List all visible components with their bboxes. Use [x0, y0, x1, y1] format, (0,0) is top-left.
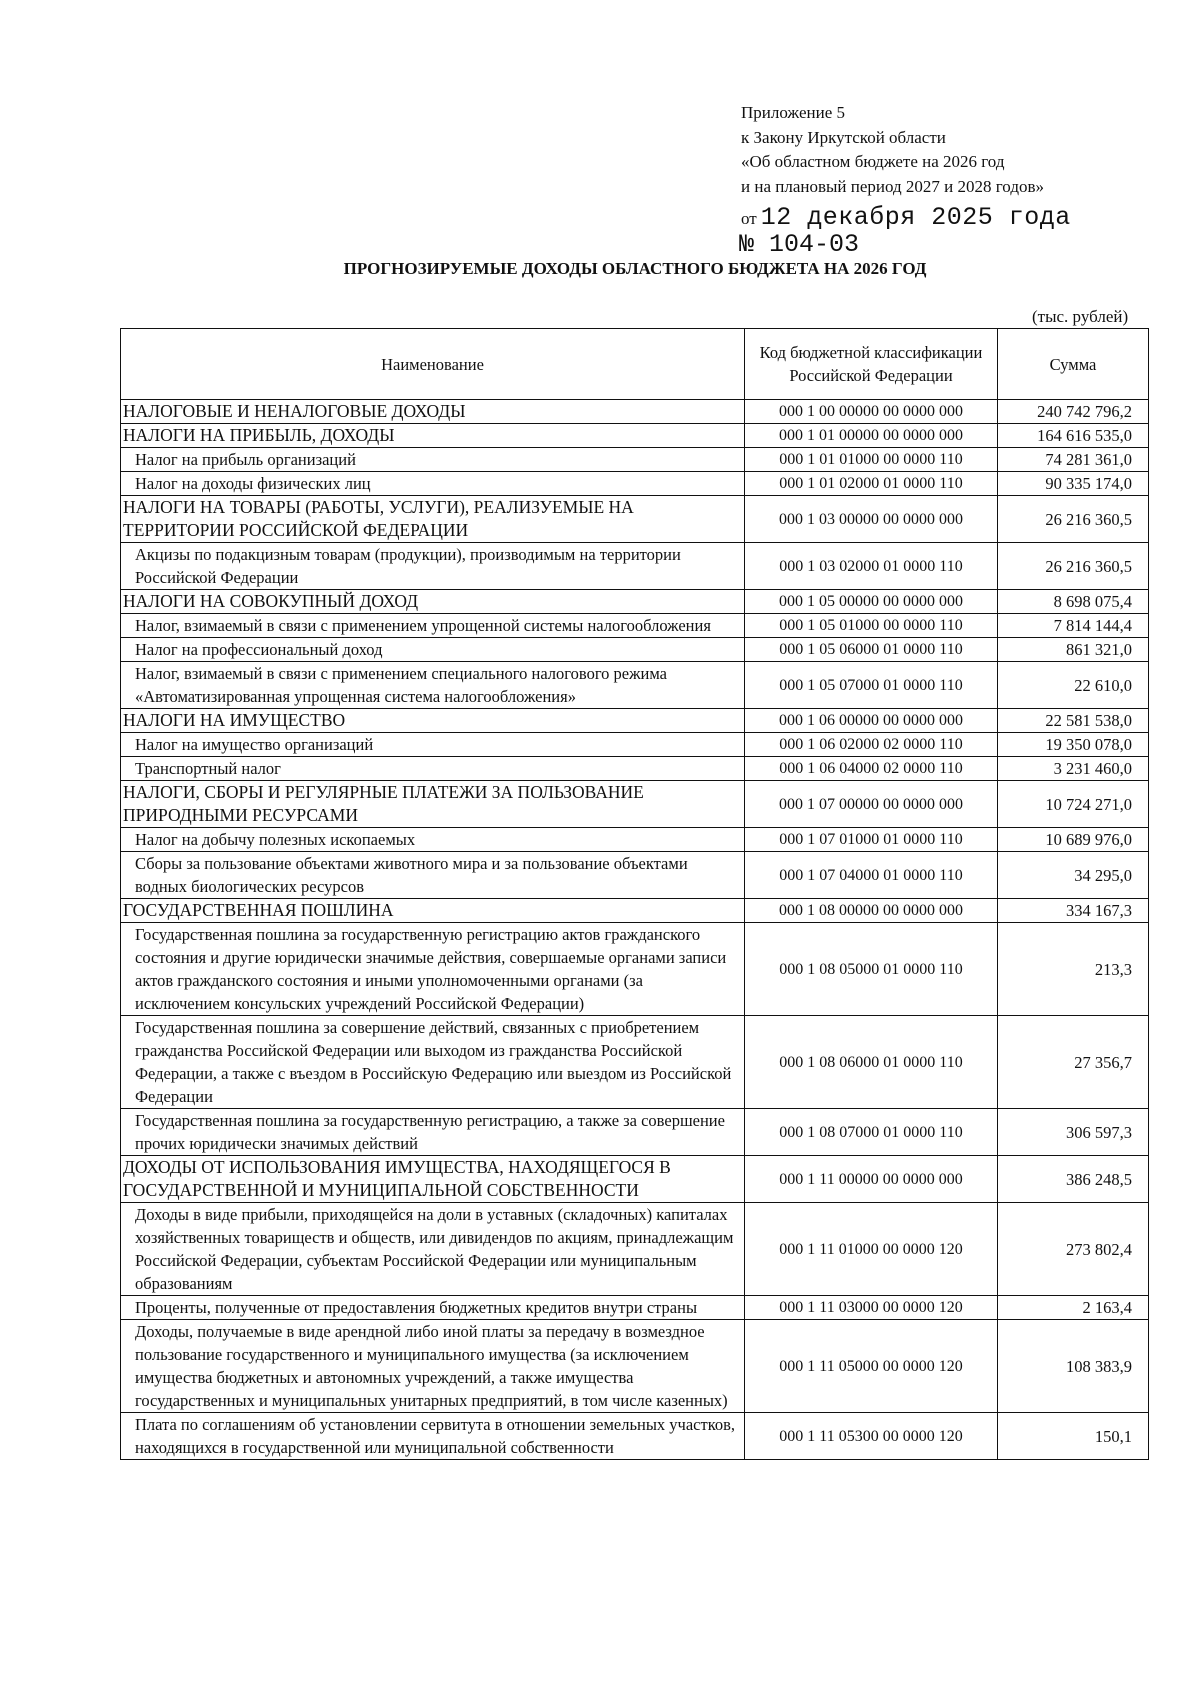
row-name: Налог на доходы физических лиц [121, 472, 745, 496]
row-name: Государственная пошлина за государственную регистрацию актов гражданского состояния и другие юридически значимые действия, совершаемые органами записи актов гражданского состояния и иными уполномоченными органами (за исключением консульских учреждений Российской Федерации) [121, 923, 745, 1016]
row-name: Налог на добычу полезных ископаемых [121, 828, 745, 852]
row-code: 000 1 06 02000 02 0000 110 [745, 733, 998, 757]
table-row [121, 1296, 1149, 1320]
table-header-row [121, 329, 1149, 400]
table-row [121, 781, 1149, 828]
row-name: Доходы, получаемые в виде арендной либо иной платы за передачу в возмездное пользование государственного и муниципального имущества (за исключением имущества бюджетных и автономных учреждений, а также имущества государственных и муниципальных унитарных предприятий, в том числе казенных) [121, 1320, 745, 1413]
table-row [121, 1016, 1149, 1109]
row-name: НАЛОГИ НА ТОВАРЫ (РАБОТЫ, УСЛУГИ), РЕАЛИЗУЕМЫЕ НА ТЕРРИТОРИИ РОССИЙСКОЙ ФЕДЕРАЦИИ [121, 496, 745, 543]
row-code: 000 1 01 01000 00 0000 110 [745, 448, 998, 472]
table-row [121, 733, 1149, 757]
table-row [121, 424, 1149, 448]
table-row [121, 448, 1149, 472]
row-name: Налог на прибыль организаций [121, 448, 745, 472]
date-value: 12 декабря 2025 года [760, 203, 1071, 232]
row-sum: 34 295,0 [998, 852, 1149, 899]
row-sum: 3 231 460,0 [998, 757, 1149, 781]
table-row [121, 496, 1149, 543]
row-sum: 8 698 075,4 [998, 590, 1149, 614]
row-code: 000 1 06 00000 00 0000 000 [745, 709, 998, 733]
row-sum: 273 802,4 [998, 1203, 1149, 1296]
row-sum: 334 167,3 [998, 899, 1149, 923]
table-row [121, 614, 1149, 638]
row-sum: 22 610,0 [998, 662, 1149, 709]
annex-line: к Закону Иркутской области [741, 127, 946, 147]
row-code: 000 1 03 00000 00 0000 000 [745, 496, 998, 543]
row-name: Акцизы по подакцизным товарам (продукции), производимым на территории Российской Федерации [121, 543, 745, 590]
row-sum: 7 814 144,4 [998, 614, 1149, 638]
row-sum: 27 356,7 [998, 1016, 1149, 1109]
table-row [121, 638, 1149, 662]
row-code: 000 1 08 05000 01 0000 110 [745, 923, 998, 1016]
row-code: 000 1 08 07000 01 0000 110 [745, 1109, 998, 1156]
law-number: № 104-03 [739, 230, 860, 259]
table-row [121, 757, 1149, 781]
row-name: Налог, взимаемый в связи с применением упрощенной системы налогообложения [121, 614, 745, 638]
annex-line: и на плановый период 2027 и 2028 годов» [741, 176, 1044, 196]
row-code: 000 1 07 00000 00 0000 000 [745, 781, 998, 828]
table-row [121, 709, 1149, 733]
column-header-code: Код бюджетной классификации Российской Федерации [745, 329, 998, 400]
table-row [121, 899, 1149, 923]
row-name: Государственная пошлина за совершение действий, связанных с приобретением гражданства Российской Федерации или выходом из гражданства Российской Федерации, а также с въездом в Российскую Федерацию или выездом из Российской Федерации [121, 1016, 745, 1109]
row-code: 000 1 11 05000 00 0000 120 [745, 1320, 998, 1413]
row-sum: 10 724 271,0 [998, 781, 1149, 828]
row-sum: 164 616 535,0 [998, 424, 1149, 448]
row-name: Государственная пошлина за государственную регистрацию, а также за совершение прочих юридически значимых действий [121, 1109, 745, 1156]
table-row [121, 852, 1149, 899]
row-name: НАЛОГИ НА ИМУЩЕСТВО [121, 709, 745, 733]
table-row [121, 1413, 1149, 1460]
table-row [121, 1203, 1149, 1296]
row-code: 000 1 05 07000 01 0000 110 [745, 662, 998, 709]
table-row [121, 662, 1149, 709]
table-row [121, 1156, 1149, 1203]
row-name: Налог, взимаемый в связи с применением специального налогового режима «Автоматизированная упрощенная система налогообложения» [121, 662, 745, 709]
annex-block [741, 101, 1044, 199]
row-sum: 10 689 976,0 [998, 828, 1149, 852]
row-code: 000 1 00 00000 00 0000 000 [745, 400, 998, 424]
row-code: 000 1 11 00000 00 0000 000 [745, 1156, 998, 1203]
table-row [121, 923, 1149, 1016]
row-code: 000 1 05 01000 00 0000 110 [745, 614, 998, 638]
revenue-table [120, 328, 1149, 1460]
table-body [121, 400, 1149, 1460]
row-sum: 861 321,0 [998, 638, 1149, 662]
annex-line: «Об областном бюджете на 2026 год [741, 152, 1005, 171]
row-name: Проценты, полученные от предоставления бюджетных кредитов внутри страны [121, 1296, 745, 1320]
row-sum: 108 383,9 [998, 1320, 1149, 1413]
row-sum: 26 216 360,5 [998, 496, 1149, 543]
row-sum: 26 216 360,5 [998, 543, 1149, 590]
row-name: Доходы в виде прибыли, приходящейся на доли в уставных (складочных) капиталах хозяйственных товариществ и обществ, или дивидендов по акциям, принадлежащим Российской Федерации, субъектам Российской Федерации или муниципальным образованиям [121, 1203, 745, 1296]
law-date [741, 203, 1071, 232]
column-header-sum: Сумма [998, 329, 1149, 400]
column-header-name: Наименование [121, 329, 745, 400]
row-name: Плата по соглашениям об установлении сервитута в отношении земельных участков, находящихся в государственной или муниципальной собственности [121, 1413, 745, 1460]
row-code: 000 1 11 03000 00 0000 120 [745, 1296, 998, 1320]
row-code: 000 1 01 02000 01 0000 110 [745, 472, 998, 496]
table-row [121, 1109, 1149, 1156]
row-sum: 213,3 [998, 923, 1149, 1016]
table-row [121, 400, 1149, 424]
row-code: 000 1 08 06000 01 0000 110 [745, 1016, 998, 1109]
row-sum: 19 350 078,0 [998, 733, 1149, 757]
annex-line: Приложение 5 [741, 103, 845, 122]
row-name: НАЛОГОВЫЕ И НЕНАЛОГОВЫЕ ДОХОДЫ [121, 400, 745, 424]
row-sum: 22 581 538,0 [998, 709, 1149, 733]
table-row [121, 1320, 1149, 1413]
row-sum: 74 281 361,0 [998, 448, 1149, 472]
row-code: 000 1 07 01000 01 0000 110 [745, 828, 998, 852]
row-name: ГОСУДАРСТВЕННАЯ ПОШЛИНА [121, 899, 745, 923]
row-code: 000 1 08 00000 00 0000 000 [745, 899, 998, 923]
row-name: Транспортный налог [121, 757, 745, 781]
row-code: 000 1 07 04000 01 0000 110 [745, 852, 998, 899]
row-name: ДОХОДЫ ОТ ИСПОЛЬЗОВАНИЯ ИМУЩЕСТВА, НАХОДЯЩЕГОСЯ В ГОСУДАРСТВЕННОЙ И МУНИЦИПАЛЬНОЙ СОБСТВЕННОСТИ [121, 1156, 745, 1203]
row-code: 000 1 03 02000 01 0000 110 [745, 543, 998, 590]
table-row [121, 828, 1149, 852]
row-name: НАЛОГИ НА СОВОКУПНЫЙ ДОХОД [121, 590, 745, 614]
row-name: Налог на имущество организаций [121, 733, 745, 757]
table-row [121, 543, 1149, 590]
table-row [121, 472, 1149, 496]
row-name: НАЛОГИ, СБОРЫ И РЕГУЛЯРНЫЕ ПЛАТЕЖИ ЗА ПОЛЬЗОВАНИЕ ПРИРОДНЫМИ РЕСУРСАМИ [121, 781, 745, 828]
document-title: ПРОГНОЗИРУЕМЫЕ ДОХОДЫ ОБЛАСТНОГО БЮДЖЕТА НА 2026 ГОД [343, 259, 927, 278]
row-code: 000 1 05 00000 00 0000 000 [745, 590, 998, 614]
row-sum: 386 248,5 [998, 1156, 1149, 1203]
row-code: 000 1 06 04000 02 0000 110 [745, 757, 998, 781]
row-sum: 150,1 [998, 1413, 1149, 1460]
row-sum: 2 163,4 [998, 1296, 1149, 1320]
row-sum: 90 335 174,0 [998, 472, 1149, 496]
row-sum: 240 742 796,2 [998, 400, 1149, 424]
row-name: НАЛОГИ НА ПРИБЫЛЬ, ДОХОДЫ [121, 424, 745, 448]
row-sum: 306 597,3 [998, 1109, 1149, 1156]
row-code: 000 1 05 06000 01 0000 110 [745, 638, 998, 662]
row-code: 000 1 01 00000 00 0000 000 [745, 424, 998, 448]
row-name: Налог на профессиональный доход [121, 638, 745, 662]
row-name: Сборы за пользование объектами животного мира и за пользование объектами водных биологических ресурсов [121, 852, 745, 899]
row-code: 000 1 11 05300 00 0000 120 [745, 1413, 998, 1460]
units-note: (тыс. рублей) [1032, 307, 1129, 326]
table-row [121, 590, 1149, 614]
date-prefix: от [741, 209, 757, 228]
row-code: 000 1 11 01000 00 0000 120 [745, 1203, 998, 1296]
